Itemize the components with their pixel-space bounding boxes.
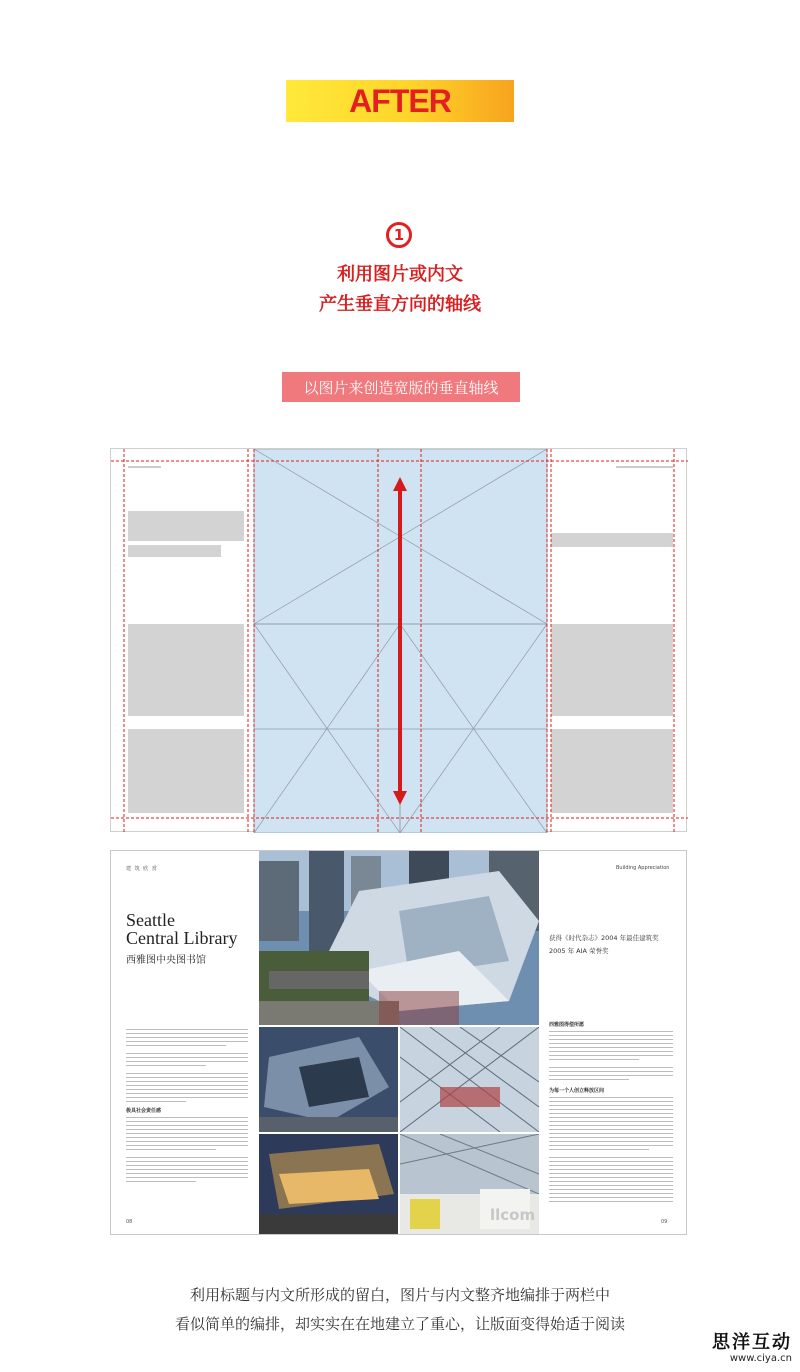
photo-sign-text: llcom <box>490 1206 536 1224</box>
subtitle-gray-block <box>128 545 221 557</box>
left-text-block-2 <box>128 729 244 813</box>
title-gray-block <box>128 511 244 541</box>
logo-url: www.ciya.cn <box>729 1353 792 1364</box>
section-label-left: 建 筑 欣 赏 <box>126 866 158 872</box>
library-title <box>126 911 237 947</box>
caption-line-2: 看似简单的编排，却实实在在地建立了重心，让版面变得始适于阅读 <box>174 1315 625 1333</box>
section-label-right: Building Appreciation <box>616 865 670 871</box>
heading-architect: 西雅图得偿所愿 <box>549 1022 585 1028</box>
right-text-block-1 <box>551 624 673 716</box>
after-banner <box>286 80 514 122</box>
page-number-left: 08 <box>126 1219 133 1225</box>
right-award-gray-block <box>551 533 673 547</box>
library-title-cn: 西雅图中央图书馆 <box>126 955 206 966</box>
page-number-right: 09 <box>661 1219 668 1225</box>
layout-grid-diagram <box>110 448 687 832</box>
subheading-text: 以图片来创造宽版的垂直轴线 <box>303 378 499 397</box>
site-logo <box>712 1333 792 1364</box>
heading-social: 极具社会责任感 <box>126 1108 162 1114</box>
library-exterior-photo <box>259 851 539 1025</box>
logo-name: 思洋互动 <box>712 1332 792 1353</box>
after-banner-text: AFTER <box>349 82 451 119</box>
library-interior-photo <box>400 1134 539 1235</box>
right-text-block-2 <box>551 729 673 813</box>
step-number: 1 <box>393 226 405 244</box>
award-line-2: 2005 年 AIA 荣誉奖 <box>549 947 609 955</box>
heading-open: 为每一个人创立释放区间 <box>549 1088 605 1094</box>
heading-line-1: 利用图片或内文 <box>337 264 463 285</box>
library-atrium-photo <box>400 1027 539 1132</box>
left-text-block-1 <box>128 624 244 716</box>
library-night-photo <box>259 1134 398 1235</box>
magazine-spread <box>110 850 687 1235</box>
library-facade-photo <box>259 1027 398 1132</box>
library-title-line1: Seattle <box>126 910 175 930</box>
caption-line-1: 利用标题与内文所形成的留白，图片与内文整齐地编排于两栏中 <box>189 1286 610 1304</box>
step-number-badge <box>386 222 412 248</box>
heading-line-2: 产生垂直方向的轴线 <box>319 294 481 315</box>
grid-svg <box>111 449 688 833</box>
library-title-line2: Central Library <box>126 928 238 948</box>
award-line-1: 获得《时代杂志》2004 年最佳建筑奖 <box>549 934 659 942</box>
library-exterior-illustration <box>259 851 539 1025</box>
subheading-pill <box>282 372 520 402</box>
